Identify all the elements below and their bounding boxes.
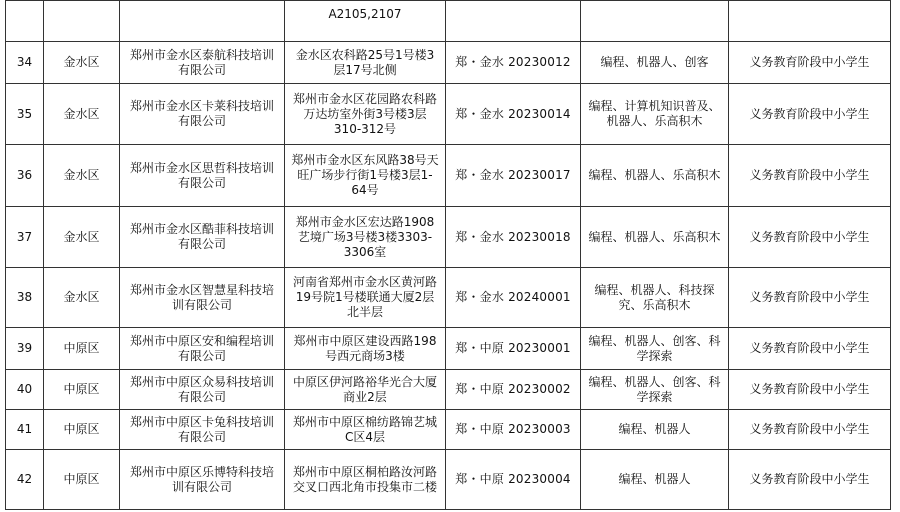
organization-cell: 郑州市中原区众易科技培训有限公司 xyxy=(120,370,285,410)
row-number: 38 xyxy=(6,268,44,328)
address-cell: 金水区农科路25号1号楼3层17号北侧 xyxy=(285,42,446,84)
address-cell: 河南省郑州市金水区黄河路19号院1号楼联通大厦2层北半层 xyxy=(285,268,446,328)
row-number: 41 xyxy=(6,410,44,450)
address-cell: 郑州市金水区花园路农科路万达坊室外街3号楼3层310-312号 xyxy=(285,84,446,145)
certificate-cell: 郑・金水 20240001 xyxy=(446,268,581,328)
district-cell: 金水区 xyxy=(44,42,120,84)
row-number: 40 xyxy=(6,370,44,410)
address-cell: 郑州市中原区桐柏路汝河路交叉口西北角市投集市二楼 xyxy=(285,450,446,510)
target-group-cell: 义务教育阶段中小学生 xyxy=(729,84,891,145)
table-row xyxy=(6,42,891,84)
organization-cell: 郑州市金水区智慧星科技培训有限公司 xyxy=(120,268,285,328)
table-row xyxy=(6,84,891,145)
subjects-cell: 编程、机器人、创客、科学探索 xyxy=(581,370,729,410)
certificate-cell: 郑・中原 20230003 xyxy=(446,410,581,450)
address-cell: A2105,2107 xyxy=(285,1,446,42)
training-institutions-table xyxy=(5,0,891,510)
row-number: 36 xyxy=(6,145,44,207)
row-number: 34 xyxy=(6,42,44,84)
certificate-cell: 郑・金水 20230012 xyxy=(446,42,581,84)
subjects-cell: 编程、机器人、乐高积木 xyxy=(581,145,729,207)
row-number xyxy=(6,1,44,42)
certificate-cell xyxy=(446,1,581,42)
table-row xyxy=(6,145,891,207)
target-group-cell: 义务教育阶段中小学生 xyxy=(729,410,891,450)
certificate-cell: 郑・中原 20230002 xyxy=(446,370,581,410)
row-number: 39 xyxy=(6,328,44,370)
table-row xyxy=(6,410,891,450)
target-group-cell: 义务教育阶段中小学生 xyxy=(729,268,891,328)
district-cell: 金水区 xyxy=(44,145,120,207)
address-cell: 郑州市中原区建设西路198号西元商场3楼 xyxy=(285,328,446,370)
table-row xyxy=(6,207,891,268)
district-cell xyxy=(44,1,120,42)
district-cell: 金水区 xyxy=(44,207,120,268)
target-group-cell: 义务教育阶段中小学生 xyxy=(729,370,891,410)
district-cell: 中原区 xyxy=(44,450,120,510)
district-cell: 中原区 xyxy=(44,370,120,410)
table-row xyxy=(6,450,891,510)
row-number: 35 xyxy=(6,84,44,145)
target-group-cell: 义务教育阶段中小学生 xyxy=(729,328,891,370)
target-group-cell: 义务教育阶段中小学生 xyxy=(729,42,891,84)
target-group-cell: 义务教育阶段中小学生 xyxy=(729,207,891,268)
target-group-cell xyxy=(729,1,891,42)
organization-cell: 郑州市金水区思哲科技培训有限公司 xyxy=(120,145,285,207)
organization-cell xyxy=(120,1,285,42)
row-number: 42 xyxy=(6,450,44,510)
district-cell: 金水区 xyxy=(44,268,120,328)
address-cell: 中原区伊河路裕华光合大厦商业2层 xyxy=(285,370,446,410)
organization-cell: 郑州市中原区卡兔科技培训有限公司 xyxy=(120,410,285,450)
certificate-cell: 郑・中原 20230004 xyxy=(446,450,581,510)
district-cell: 金水区 xyxy=(44,84,120,145)
address-cell: 郑州市金水区东风路38号天旺广场步行街1号楼3层1-64号 xyxy=(285,145,446,207)
organization-cell: 郑州市金水区泰航科技培训有限公司 xyxy=(120,42,285,84)
target-group-cell: 义务教育阶段中小学生 xyxy=(729,145,891,207)
subjects-cell: 编程、机器人、创客 xyxy=(581,42,729,84)
certificate-cell: 郑・中原 20230001 xyxy=(446,328,581,370)
subjects-cell xyxy=(581,1,729,42)
subjects-cell: 编程、机器人 xyxy=(581,450,729,510)
table-row xyxy=(6,328,891,370)
district-cell: 中原区 xyxy=(44,328,120,370)
table-row xyxy=(6,268,891,328)
address-cell: 郑州市中原区棉纺路锦艺城C区4层 xyxy=(285,410,446,450)
target-group-cell: 义务教育阶段中小学生 xyxy=(729,450,891,510)
organization-cell: 郑州市中原区安和编程培训有限公司 xyxy=(120,328,285,370)
certificate-cell: 郑・金水 20230017 xyxy=(446,145,581,207)
subjects-cell: 编程、机器人、科技探究、乐高积木 xyxy=(581,268,729,328)
district-cell: 中原区 xyxy=(44,410,120,450)
table-row xyxy=(6,1,891,42)
address-cell: 郑州市金水区宏达路1908艺境广场3号楼3楼3303-3306室 xyxy=(285,207,446,268)
certificate-cell: 郑・金水 20230018 xyxy=(446,207,581,268)
organization-cell: 郑州市金水区卡莱科技培训有限公司 xyxy=(120,84,285,145)
organization-cell: 郑州市金水区酷菲科技培训有限公司 xyxy=(120,207,285,268)
row-number: 37 xyxy=(6,207,44,268)
subjects-cell: 编程、机器人、创客、科学探索 xyxy=(581,328,729,370)
certificate-cell: 郑・金水 20230014 xyxy=(446,84,581,145)
subjects-cell: 编程、计算机知识普及、机器人、乐高积木 xyxy=(581,84,729,145)
subjects-cell: 编程、机器人、乐高积木 xyxy=(581,207,729,268)
table-row xyxy=(6,370,891,410)
subjects-cell: 编程、机器人 xyxy=(581,410,729,450)
organization-cell: 郑州市中原区乐博特科技培训有限公司 xyxy=(120,450,285,510)
